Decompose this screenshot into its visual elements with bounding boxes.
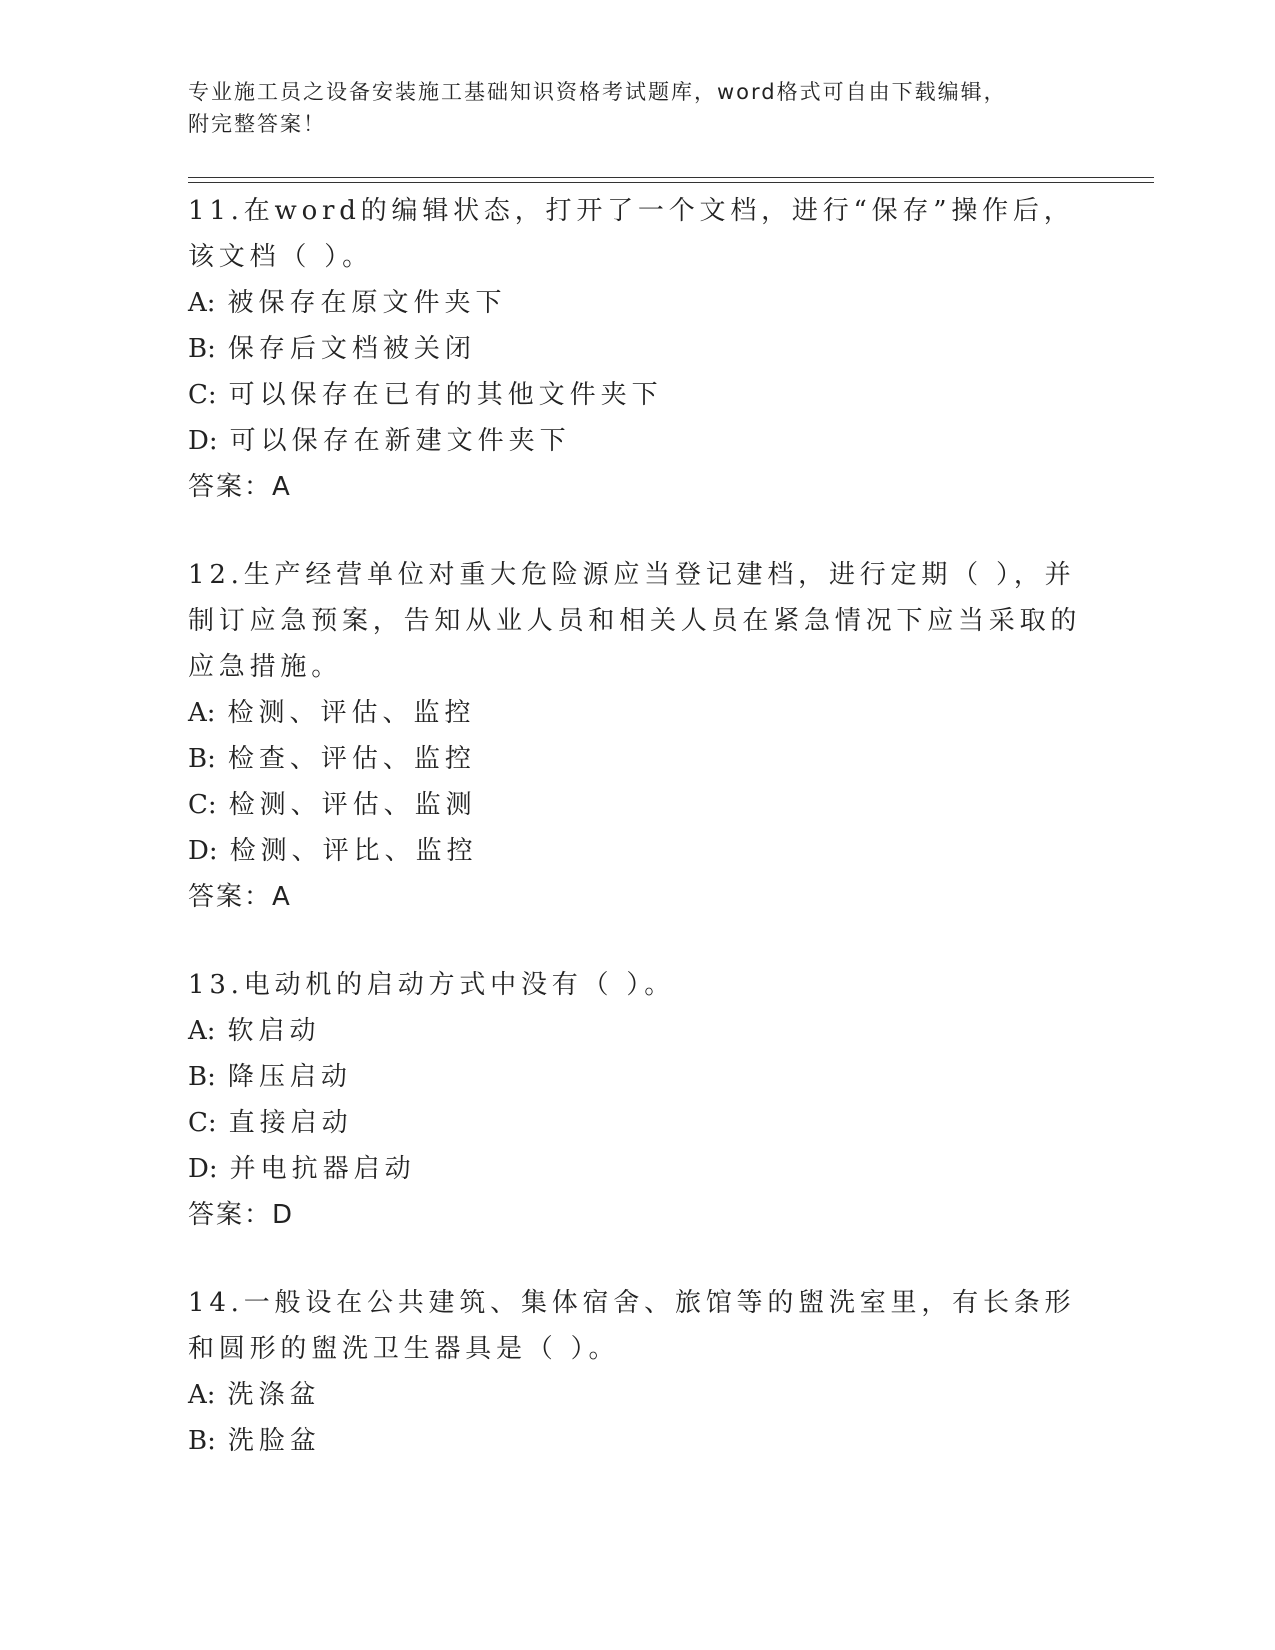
option-text: 并电抗器启动 — [229, 1154, 416, 1184]
option-text: 保存后文档被关闭 — [227, 334, 476, 364]
option-b — [188, 1418, 1088, 1464]
option-c — [188, 782, 1088, 828]
option-b — [188, 326, 1088, 372]
question-11 — [188, 188, 1088, 510]
option-text: 检查、评估、监控 — [227, 744, 476, 774]
question-stem: 11.在word的编辑状态，打开了一个文档，进行“保存”操作后，该文档（ ）。 — [188, 196, 1075, 272]
option-text: 洗涤盆 — [227, 1380, 321, 1410]
option-d — [188, 1146, 1088, 1192]
option-letter: C: — [188, 1108, 217, 1138]
option-letter: D: — [188, 1154, 218, 1184]
question-13 — [188, 962, 1088, 1238]
answer-line: 答案：D — [188, 1200, 295, 1230]
option-text: 被保存在原文件夹下 — [227, 288, 507, 318]
option-letter: A: — [188, 1016, 216, 1046]
option-a — [188, 1008, 1088, 1054]
option-text: 洗脸盆 — [227, 1426, 321, 1456]
option-text: 软启动 — [227, 1016, 321, 1046]
option-c — [188, 1100, 1088, 1146]
option-letter: A: — [188, 698, 216, 728]
option-letter: D: — [188, 836, 218, 866]
option-a — [188, 1372, 1088, 1418]
question-stem: 13.电动机的启动方式中没有（ ）。 — [188, 970, 676, 1000]
question-12 — [188, 552, 1088, 920]
option-c — [188, 372, 1088, 418]
header-rule-bottom — [188, 182, 1154, 183]
question-list — [188, 188, 1088, 1506]
option-text: 检测、评估、监控 — [227, 698, 476, 728]
option-text: 可以保存在新建文件夹下 — [229, 426, 571, 456]
question-stem: 12.生产经营单位对重大危险源应当登记建档，进行定期（ ），并制订应急预案，告知从业人员和相关人员在紧急情况下应当采取的应急措施。 — [188, 560, 1082, 682]
answer-line: 答案：A — [188, 472, 292, 502]
option-letter: C: — [188, 380, 217, 410]
option-text: 降压启动 — [227, 1062, 352, 1092]
option-d — [188, 828, 1088, 874]
header-line-1: 专业施工员之设备安装施工基础知识资格考试题库，word格式可自由下载编辑， — [188, 80, 1007, 104]
option-letter: A: — [188, 1380, 216, 1410]
option-text: 直接启动 — [228, 1108, 353, 1138]
option-letter: B: — [188, 1062, 216, 1092]
option-letter: D: — [188, 426, 218, 456]
option-text: 可以保存在已有的其他文件夹下 — [228, 380, 663, 410]
option-letter: B: — [188, 334, 216, 364]
option-a — [188, 690, 1088, 736]
question-14 — [188, 1280, 1088, 1464]
option-b — [188, 1054, 1088, 1100]
option-letter: B: — [188, 744, 216, 774]
option-letter: C: — [188, 790, 217, 820]
header-line-2: 附完整答案！ — [188, 112, 326, 136]
question-stem: 14.一般设在公共建筑、集体宿舍、旅馆等的盥洗室里，有长条形和圆形的盥洗卫生器具是（ ）。 — [188, 1288, 1076, 1364]
option-letter: B: — [188, 1426, 216, 1456]
option-d — [188, 418, 1088, 464]
option-letter: A: — [188, 288, 216, 318]
option-text: 检测、评比、监控 — [229, 836, 478, 866]
header-rule-top — [188, 177, 1154, 178]
document-header — [188, 76, 1068, 140]
answer-line: 答案：A — [188, 882, 292, 912]
option-text: 检测、评估、监测 — [228, 790, 477, 820]
option-a — [188, 280, 1088, 326]
option-b — [188, 736, 1088, 782]
